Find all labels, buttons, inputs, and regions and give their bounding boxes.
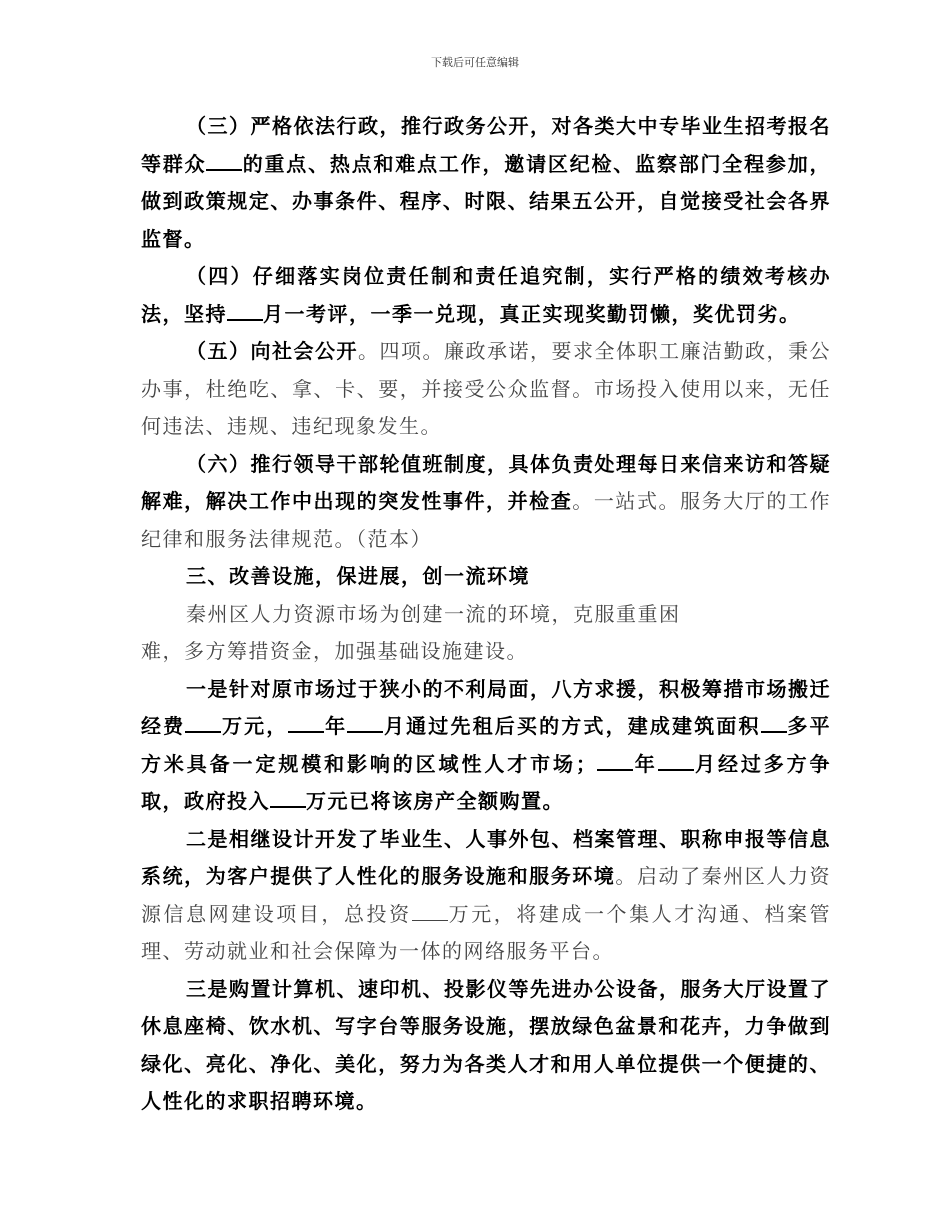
paragraph-intro	[141, 596, 831, 671]
fill-blank	[185, 713, 221, 733]
paragraph-3-text-b: 的重点、热点和难点工作，邀请区纪检、监察部门全程参加，做到政策规定、办事条件、程序、时限、结果五公开，自觉接受社会各界监督。	[141, 151, 832, 251]
paragraph-5-text: 。四项。廉政承诺，要求全体职工廉洁勤政，秉公办事，杜绝吃、拿、卡、要，并接受公众监督。市场投入使用以来，无任何违法、违规、违纪现象发生。	[141, 339, 831, 438]
item-2-text-b: 万元，将建成一个集人才沟通、档案管理、劳动就业和社会保障为一体的网络服务平台。	[141, 901, 832, 963]
fill-blank	[227, 301, 263, 321]
paragraph-3	[141, 108, 831, 258]
fill-blank	[288, 713, 324, 733]
item-1-text-h: 万元已将该房产全额购置。	[306, 789, 564, 813]
fill-blank	[658, 751, 694, 771]
item-2-heading: 二是相继设计开发了毕业生、人事外包、档案管理、职称申报等信息系统，为客户提供了人性化的服务设施和服务环境	[141, 826, 831, 888]
fill-blank	[206, 151, 242, 171]
fill-blank	[597, 751, 633, 771]
paragraph-5	[141, 333, 831, 446]
fill-blank	[412, 902, 448, 921]
paragraph-item-3: 三是购置计算机、速印机、投影仪等先进办公设备，服务大厅设置了休息座椅、饮水机、写字台等服务设施，摆放绿色盆景和花卉，力争做到绿化、亮化、净化、美化，努力为各类人才和用人单位提供一个便捷的、人性化的求职招聘环境。	[141, 976, 831, 1113]
item-2-text-a: 。启动了秦州区人力资源信息网建设项目，总投资	[141, 864, 832, 926]
paragraph-4-text-b: 月一考评，一季一兑现，真正实现奖勤罚懒，奖优罚劣。	[263, 301, 801, 326]
paragraph-intro-line-1: 秦州区人力资源市场为创建一流的环境，克服重重困	[186, 601, 681, 626]
item-1-text-c: 年	[324, 714, 348, 738]
item-1-text-e: 多平方米具备一定规模和影响的区域性人才市场；	[141, 714, 832, 776]
paragraph-6-heading: （六）推行领导干部轮值班制度，具体负责处理每日来信来访和答疑解难，解决工作中出现的突发性事件，并检查	[141, 451, 831, 513]
fill-blank	[270, 788, 306, 808]
paragraph-4	[141, 258, 831, 333]
paragraph-4-text-a: （四）仔细落实岗位责任制和责任追究制，实行严格的绩效考核办法，坚持	[141, 264, 831, 326]
paragraph-3-text-a: （三）严格依法行政，推行政务公开，对各类大中专毕业生招考报名等群众	[141, 114, 831, 176]
paragraph-item-2	[141, 821, 831, 971]
item-1-text-b: 万元，	[221, 714, 289, 738]
document-body	[141, 108, 831, 1121]
item-1-text-f: 年	[633, 751, 658, 776]
item-1-text-g: 月经过多方争取，政府投入	[141, 751, 832, 813]
paragraph-item-1	[141, 671, 831, 821]
page-header: 下载后可任意编辑	[431, 56, 519, 69]
fill-blank	[761, 713, 787, 733]
item-1-text-d: 月通过先租后买的方式，建成建筑面积	[383, 714, 761, 738]
section-heading: 三、改善设施，保进展，创一流环境	[186, 564, 530, 588]
paragraph-6	[141, 446, 831, 559]
item-1-text-a: 一是针对原市场过于狭小的不利局面，八方求援，积极筹措市场搬迁经费	[141, 676, 831, 738]
paragraph-6-text: 。一站式。服务大厅的工作纪律和服务法律规范。（范本）	[141, 489, 832, 551]
paragraph-5-heading: （五）向社会公开	[186, 339, 358, 363]
paragraph-intro-line-2: 难，多方筹措资金，加强基础设施建设。	[141, 639, 528, 663]
fill-blank	[347, 713, 383, 733]
